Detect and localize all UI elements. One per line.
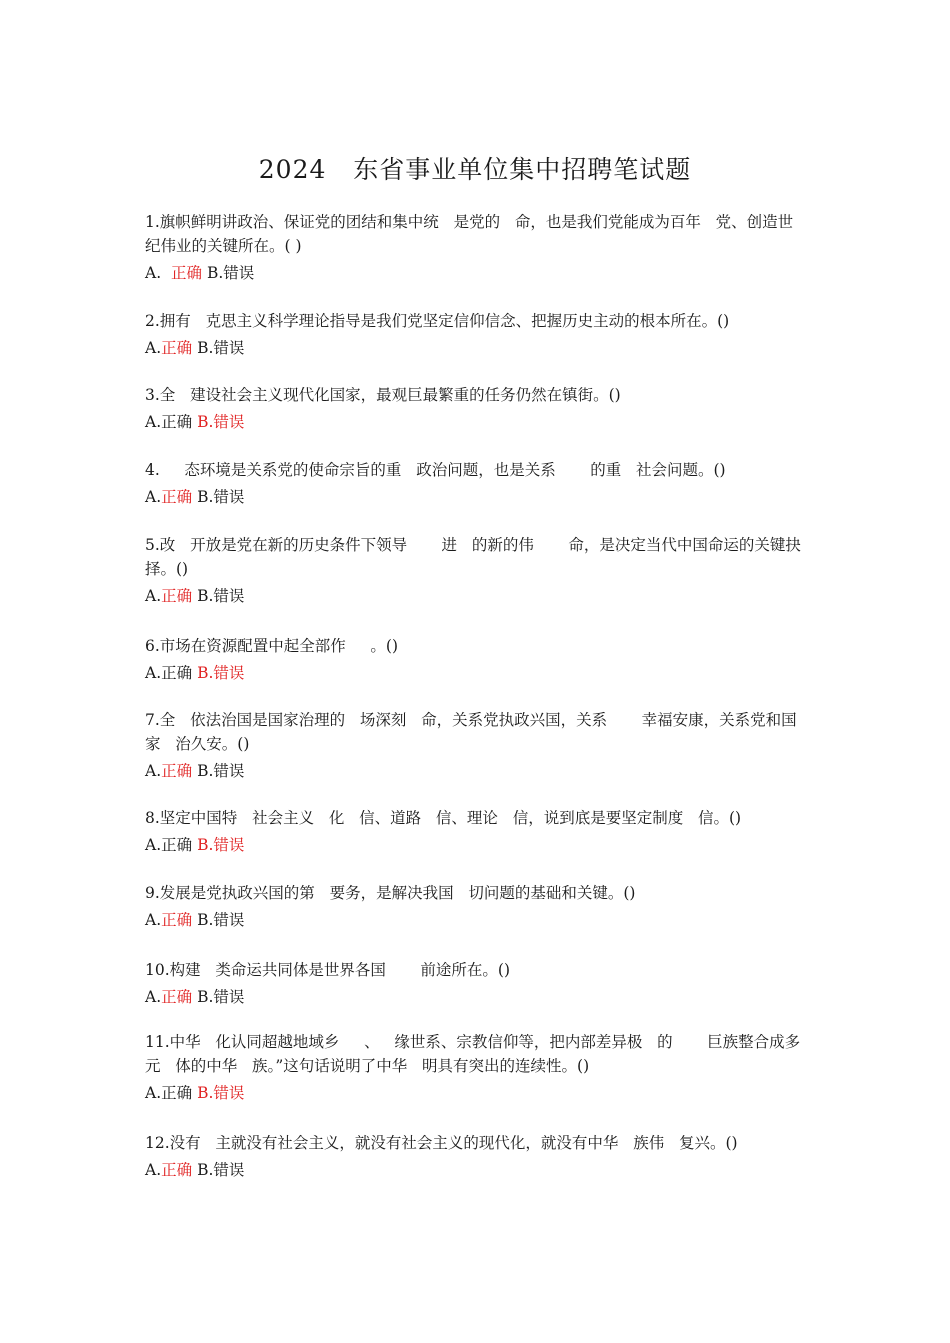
option-a-label: A.: [145, 1084, 162, 1102]
question-7: [145, 708, 805, 783]
option-a-text: 正确: [161, 488, 193, 506]
question-stem: 9.发展是党执政兴国的第 要务，是解决我国 切问题的基础和关键。(): [145, 884, 636, 902]
option-b-text: 错误: [213, 836, 245, 854]
question-1: [145, 210, 805, 285]
answer-options: [145, 261, 805, 285]
option-a-label: A.: [145, 339, 162, 357]
answer-options: [145, 1158, 805, 1182]
option-a-text: 正确: [161, 988, 193, 1006]
option-b-label: B.: [197, 488, 214, 506]
option-a-text: 正确: [161, 911, 193, 929]
option-a-text: 正确: [161, 836, 193, 854]
document-title: 2024 东省事业单位集中招聘笔试题: [258, 155, 692, 184]
question-stem: 11.中华 化认同超越地域乡 、 缘世系、宗教信仰等，把内部差异极 的 巨族整合成多元 体的中华 族。”这句话说明了中华 明具有突出的连续性。(): [145, 1033, 801, 1075]
option-a-label: A.: [145, 587, 162, 605]
option-a-text: 正确: [161, 1161, 193, 1179]
answer-options: [145, 1081, 805, 1105]
option-b-text: 错误: [213, 762, 245, 780]
option-b-label: B.: [197, 587, 214, 605]
option-a-text: 正确: [161, 587, 193, 605]
answer-options: [145, 759, 805, 783]
option-b-text: 错误: [213, 1161, 245, 1179]
option-b-label: B.: [197, 988, 214, 1006]
question-3: [145, 383, 805, 434]
option-a-label: A.: [145, 988, 162, 1006]
answer-options: [145, 908, 805, 932]
option-a-label: A.: [145, 488, 162, 506]
question-8: [145, 806, 805, 857]
option-b-label: B.: [197, 762, 214, 780]
question-2: [145, 309, 805, 360]
option-a-text: 正确: [170, 264, 202, 282]
answer-options: [145, 661, 805, 685]
option-b-text: 错误: [213, 413, 245, 431]
answer-options: [145, 833, 805, 857]
option-a-label: A.: [145, 911, 162, 929]
option-a-label: A.: [145, 836, 162, 854]
option-b-text: 错误: [213, 664, 245, 682]
option-b-label: B.: [197, 1084, 214, 1102]
question-stem: 2.拥有 克思主义科学理论指导是我们党坚定信仰信念、把握历史主动的根本所在。(): [145, 312, 730, 330]
question-6: [145, 634, 805, 685]
option-a-text: 正确: [161, 413, 193, 431]
option-b-text: 错误: [213, 1084, 245, 1102]
question-stem: 3.全 建设社会主义现代化国家，最观巨最繁重的任务仍然在镇街。(): [145, 386, 621, 404]
option-a-text: 正确: [161, 762, 193, 780]
option-b-text: 错误: [223, 264, 255, 282]
question-10: [145, 958, 805, 1009]
option-a-label: A.: [145, 762, 162, 780]
option-a-label: A.: [145, 264, 171, 282]
question-stem: 8.坚定中国特 社会主义 化 信、道路 信、理论 信，说到底是要坚定制度 信。(): [145, 809, 742, 827]
option-b-text: 错误: [213, 339, 245, 357]
question-stem: 7.全 依法治国是国家治理的 场深刻 命，关系党执政兴国，关系 幸福安康，关系党和国家 治久安。(): [145, 711, 797, 753]
option-b-label: B.: [197, 836, 214, 854]
question-stem: 12.没有 主就没有社会主义，就没有社会主义的现代化，就没有中华 族伟 复兴。(): [145, 1134, 738, 1152]
answer-options: [145, 336, 805, 360]
option-b-label: B.: [197, 339, 214, 357]
option-b-label: B.: [197, 1161, 214, 1179]
question-4: [145, 458, 805, 509]
option-a-label: A.: [145, 413, 162, 431]
answer-options: [145, 985, 805, 1009]
question-5: [145, 533, 805, 608]
option-b-label: B.: [197, 413, 214, 431]
option-b-label: B.: [197, 911, 214, 929]
answer-options: [145, 485, 805, 509]
answer-options: [145, 584, 805, 608]
option-a-text: 正确: [161, 664, 193, 682]
answer-options: [145, 410, 805, 434]
option-a-label: A.: [145, 1161, 162, 1179]
option-b-text: 错误: [213, 988, 245, 1006]
question-stem: 10.构建 类命运共同体是世界各国 前途所在。(): [145, 961, 511, 979]
option-a-label: A.: [145, 664, 162, 682]
question-12: [145, 1131, 805, 1182]
option-a-text: 正确: [161, 1084, 193, 1102]
option-b-label: B.: [206, 264, 224, 282]
question-stem: 6.市场在资源配置中起全部作 。(): [145, 637, 399, 655]
option-b-label: B.: [197, 664, 214, 682]
option-b-text: 错误: [213, 488, 245, 506]
option-a-text: 正确: [161, 339, 193, 357]
question-stem: 1.旗帜鲜明讲政治、保证党的团结和集中统 是党的 命，也是我们党能成为百年 党、创造世纪伟业的关键所在。( ): [145, 213, 794, 255]
option-b-text: 错误: [213, 911, 245, 929]
option-b-text: 错误: [213, 587, 245, 605]
question-11: [145, 1030, 805, 1105]
question-9: [145, 881, 805, 932]
question-stem: 5.改 开放是党在新的历史条件下领导 进 的新的伟 命，是决定当代中国命运的关键抉择。(): [145, 536, 801, 578]
question-stem: 4. 态环境是关系党的使命宗旨的重 政治问题，也是关系 的重 社会问题。(): [145, 461, 726, 479]
